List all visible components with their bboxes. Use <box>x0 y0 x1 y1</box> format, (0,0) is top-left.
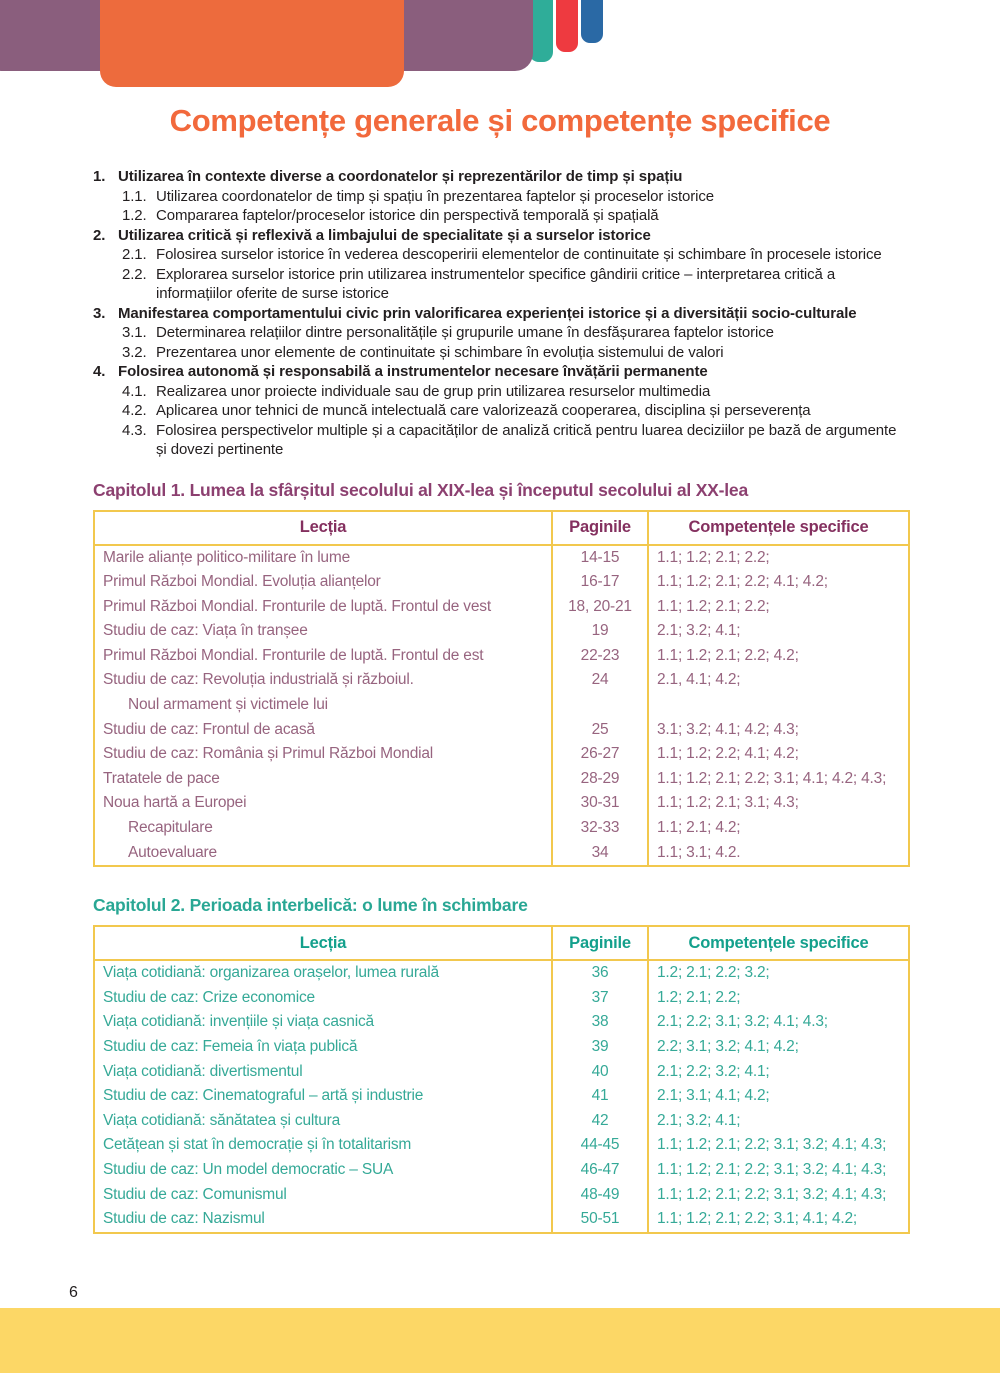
competency-subitem <box>122 245 910 265</box>
column-header: Competențele specifice <box>648 511 909 545</box>
lesson-pages: 40 <box>552 1060 648 1085</box>
table-row <box>94 767 909 792</box>
table-body <box>94 960 909 1233</box>
lesson-competencies: 1.1; 1.2; 2.1; 2.2; 4.1; 4.2; <box>648 570 909 595</box>
lesson-cell <box>94 1060 552 1085</box>
lesson-pages: 30-31 <box>552 791 648 816</box>
deco-card-orange-icon <box>100 0 404 87</box>
competency-subitem <box>122 421 910 460</box>
lessons-table <box>93 510 910 868</box>
table-row <box>94 1109 909 1134</box>
lesson-cell <box>94 718 552 743</box>
table-row <box>94 816 909 841</box>
lesson-competencies: 1.1; 3.1; 4.2. <box>648 841 909 867</box>
lesson-cell <box>94 644 552 669</box>
lesson-pages: 36 <box>552 960 648 986</box>
competency-subnumber: 1.1. <box>122 187 147 205</box>
table-row <box>94 1084 909 1109</box>
competency-item <box>93 304 910 324</box>
table-row <box>94 570 909 595</box>
lesson-competencies: 1.1; 2.1; 4.2; <box>648 816 909 841</box>
lesson-title: Primul Război Mondial. Evoluția alianțelor <box>103 573 381 591</box>
competency-item <box>93 167 910 187</box>
lesson-title: Studiu de caz: Frontul de acasă <box>103 720 315 738</box>
lesson-title: Primul Război Mondial. Fronturile de luptă. Frontul de est <box>103 646 484 664</box>
lesson-cell <box>94 1183 552 1208</box>
lesson-pages: 18, 20-21 <box>552 595 648 620</box>
competency-text: Manifestarea comportamentului civic prin valorificarea experienței istorice și a diversității socio-culturale <box>118 304 857 322</box>
competency-subtext: Aplicarea unor tehnici de muncă intelectuală care valorizează cooperarea, disciplina și perseverența <box>156 402 811 419</box>
lesson-pages: 16-17 <box>552 570 648 595</box>
lesson-title: Viața cotidiană: organizarea orașelor, lumea rurală <box>103 964 439 982</box>
competency-subitem <box>122 401 910 421</box>
competency-subnumber: 3.2. <box>122 343 147 361</box>
lesson-cell <box>94 791 552 816</box>
competency-subnumber: 4.2. <box>122 402 147 419</box>
competency-subitem <box>122 343 910 363</box>
table-row <box>94 1035 909 1060</box>
header-decoration <box>0 0 1000 100</box>
competency-subtext: Prezentarea unor elemente de continuitate și schimbare în evoluția sistemului de valori <box>156 343 724 361</box>
table-row <box>94 545 909 571</box>
lesson-competencies: 2.1; 2.2; 3.1; 3.2; 4.1; 4.3; <box>648 1010 909 1035</box>
lesson-competencies: 2.1, 4.1; 4.2; <box>648 668 909 717</box>
lesson-cell <box>94 1133 552 1158</box>
competency-subtext: Compararea faptelor/proceselor istorice din perspectivă temporală și spațială <box>156 207 659 224</box>
table-row <box>94 841 909 867</box>
competency-subtext: Realizarea unor proiecte individuale sau de grup prin utilizarea resurselor multimedia <box>156 382 711 400</box>
lesson-title: Viața cotidiană: divertismentul <box>103 1062 303 1080</box>
lesson-pages: 50-51 <box>552 1207 648 1233</box>
lesson-competencies: 1.1; 1.2; 2.1; 2.2; 3.1; 3.2; 4.1; 4.3; <box>648 1158 909 1183</box>
lesson-cell <box>94 816 552 841</box>
lesson-title: Studiu de caz: Revoluția industrială și războiul. <box>103 671 414 689</box>
lesson-pages: 37 <box>552 986 648 1011</box>
column-header: Lecția <box>94 926 552 960</box>
lesson-cell <box>94 986 552 1011</box>
lesson-pages: 38 <box>552 1010 648 1035</box>
footer-bar <box>0 1308 1000 1373</box>
lessons-table <box>93 925 910 1234</box>
lesson-pages: 41 <box>552 1084 648 1109</box>
lesson-competencies: 1.1; 1.2; 2.1; 2.2; <box>648 595 909 620</box>
lesson-competencies: 1.1; 1.2; 2.2; 4.1; 4.2; <box>648 742 909 767</box>
table-row <box>94 1207 909 1233</box>
lesson-title: Marile alianțe politico-militare în lume <box>103 548 350 566</box>
competency-number: 4. <box>93 363 106 380</box>
lesson-pages: 48-49 <box>552 1183 648 1208</box>
lesson-pages: 14-15 <box>552 545 648 571</box>
lesson-cell <box>94 1035 552 1060</box>
chapter-section <box>93 894 910 1234</box>
competency-subitem <box>122 206 910 226</box>
lesson-cell <box>94 767 552 792</box>
competency-subtext: Folosirea perspectivelor multiple și a capacităților de analiză critică pentru luarea deciziilor pe bază de argumente și dovezi pertinente <box>156 421 897 458</box>
table-row <box>94 960 909 986</box>
lesson-cell <box>94 570 552 595</box>
competency-text: Utilizarea critică și reflexivă a limbajului de specialitate și a surselor istorice <box>118 226 651 244</box>
lesson-cell <box>94 1207 552 1233</box>
lesson-cell <box>94 619 552 644</box>
lesson-title: Studiu de caz: Comunismul <box>103 1185 287 1203</box>
lesson-cell <box>94 545 552 571</box>
table-body <box>94 545 909 867</box>
competency-subtext: Explorarea surselor istorice prin utilizarea instrumentelor specifice gândirii critice – interpretarea critică a informațiilor oferite de surse istorice <box>156 265 836 302</box>
lesson-title: Studiu de caz: Femeia în viața publică <box>103 1038 358 1055</box>
competency-number: 3. <box>93 304 106 322</box>
lesson-title: Studiu de caz: Un model democratic – SUA <box>103 1160 394 1178</box>
lesson-competencies: 1.1; 1.2; 2.1; 2.2; 4.2; <box>648 644 909 669</box>
chapter-heading: Capitolul 2. Perioada interbelică: o lume în schimbare <box>93 895 528 916</box>
competency-subtext: Utilizarea coordonatelor de timp și spațiu în prezentarea faptelor și proceselor istorice <box>156 187 715 205</box>
lesson-pages: 34 <box>552 841 648 867</box>
competency-subnumber: 3.1. <box>122 324 147 341</box>
table-row <box>94 595 909 620</box>
competency-item <box>93 226 910 246</box>
lesson-title-continued: Noul armament și victimele lui <box>128 696 328 714</box>
lesson-pages: 25 <box>552 718 648 743</box>
lesson-cell <box>94 1084 552 1109</box>
lesson-cell <box>94 595 552 620</box>
lesson-title: Autoevaluare <box>128 843 217 861</box>
lesson-title: Studiu de caz: Crize economice <box>103 988 315 1006</box>
deco-card-red-icon <box>556 0 578 52</box>
lesson-cell <box>94 841 552 867</box>
lesson-title: Tratatele de pace <box>103 769 220 787</box>
lesson-competencies: 1.1; 1.2; 2.1; 2.2; 3.1; 4.1; 4.2; <box>648 1207 909 1233</box>
page-number: 6 <box>69 1284 78 1301</box>
lesson-pages: 24 <box>552 668 648 717</box>
lesson-competencies: 2.1; 3.1; 4.1; 4.2; <box>648 1084 909 1109</box>
lesson-cell <box>94 960 552 986</box>
lesson-title: Cetățean și stat în democrație și în totalitarism <box>103 1136 412 1154</box>
lesson-competencies: 2.1; 3.2; 4.1; <box>648 1109 909 1134</box>
column-header: Paginile <box>552 926 648 960</box>
table-head <box>94 926 909 960</box>
lesson-competencies: 1.1; 1.2; 2.1; 2.2; 3.1; 3.2; 4.1; 4.3; <box>648 1133 909 1158</box>
table-row <box>94 1010 909 1035</box>
lesson-title: Viața cotidiană: invențiile și viața casnică <box>103 1013 374 1031</box>
lesson-title: Noua hartă a Europei <box>103 794 247 812</box>
page-content <box>0 167 1000 1234</box>
competency-list <box>93 167 910 460</box>
competency-number: 1. <box>93 168 106 185</box>
lesson-title: Studiu de caz: România și Primul Război Mondial <box>103 745 434 763</box>
competency-text: Folosirea autonomă și responsabilă a instrumentelor necesare învățării permanente <box>118 363 708 380</box>
lesson-pages: 26-27 <box>552 742 648 767</box>
header-row <box>94 926 909 960</box>
lesson-cell <box>94 668 552 717</box>
table-row <box>94 619 909 644</box>
lesson-cell <box>94 1010 552 1035</box>
competency-item <box>93 362 910 382</box>
table-row <box>94 1133 909 1158</box>
lesson-pages: 22-23 <box>552 644 648 669</box>
column-header: Competențele specifice <box>648 926 909 960</box>
table-head <box>94 511 909 545</box>
competency-subitem <box>122 265 910 304</box>
lesson-competencies: 1.1; 1.2; 2.1; 2.2; 3.1; 4.1; 4.2; 4.3; <box>648 767 909 792</box>
lesson-competencies: 3.1; 3.2; 4.1; 4.2; 4.3; <box>648 718 909 743</box>
lesson-competencies: 1.1; 1.2; 2.1; 2.2; <box>648 545 909 571</box>
table-row <box>94 1183 909 1208</box>
lesson-title: Studiu de caz: Nazismul <box>103 1210 265 1228</box>
lesson-pages: 32-33 <box>552 816 648 841</box>
lesson-competencies: 2.1; 2.2; 3.2; 4.1; <box>648 1060 909 1085</box>
lesson-competencies: 2.1; 3.2; 4.1; <box>648 619 909 644</box>
competency-subitem <box>122 187 910 207</box>
header-row <box>94 511 909 545</box>
lesson-pages: 19 <box>552 619 648 644</box>
lesson-title: Viața cotidiană: sănătatea și cultura <box>103 1111 341 1129</box>
competency-subnumber: 1.2. <box>122 207 147 224</box>
lesson-title: Primul Război Mondial. Fronturile de luptă. Frontul de vest <box>103 597 491 615</box>
lesson-competencies: 2.2; 3.1; 3.2; 4.1; 4.2; <box>648 1035 909 1060</box>
chapter-heading: Capitolul 1. Lumea la sfârșitul secolului al XIX-lea și începutul secolului al XX-lea <box>93 479 748 500</box>
lesson-pages: 42 <box>552 1109 648 1134</box>
lesson-competencies: 1.2; 2.1; 2.2; <box>648 986 909 1011</box>
table-row <box>94 718 909 743</box>
table-row <box>94 1158 909 1183</box>
competency-subnumber: 2.2. <box>122 265 147 283</box>
lesson-cell <box>94 1109 552 1134</box>
lesson-pages: 39 <box>552 1035 648 1060</box>
table-row <box>94 742 909 767</box>
competency-subnumber: 2.1. <box>122 246 147 263</box>
lesson-cell <box>94 742 552 767</box>
competency-subnumber: 4.3. <box>122 421 147 439</box>
competency-subitem <box>122 323 910 343</box>
table-row <box>94 1060 909 1085</box>
lesson-competencies: 1.1; 1.2; 2.1; 2.2; 3.1; 3.2; 4.1; 4.3; <box>648 1183 909 1208</box>
chapter-section <box>93 479 910 868</box>
table-row <box>94 668 909 717</box>
deco-card-blue-icon <box>581 0 603 43</box>
page-title: Competențe generale și competențe specifice <box>169 103 831 138</box>
competency-subtext: Folosirea surselor istorice în vederea descoperirii elementelor de continuitate și schimbare în procesele istorice <box>156 246 882 263</box>
competency-subnumber: 4.1. <box>122 382 147 400</box>
lesson-cell <box>94 1158 552 1183</box>
column-header: Paginile <box>552 511 648 545</box>
lesson-pages: 28-29 <box>552 767 648 792</box>
lesson-pages: 44-45 <box>552 1133 648 1158</box>
lesson-competencies: 1.2; 2.1; 2.2; 3.2; <box>648 960 909 986</box>
lesson-title: Studiu de caz: Viața în tranșee <box>103 622 308 640</box>
lesson-title: Recapitulare <box>128 819 213 837</box>
competency-number: 2. <box>93 226 106 244</box>
lesson-pages: 46-47 <box>552 1158 648 1183</box>
table-row <box>94 986 909 1011</box>
column-header: Lecția <box>94 511 552 545</box>
competency-text: Utilizarea în contexte diverse a coordonatelor și reprezentărilor de timp și spațiu <box>118 168 683 185</box>
competency-subitem <box>122 382 910 402</box>
lesson-competencies: 1.1; 1.2; 2.1; 3.1; 4.3; <box>648 791 909 816</box>
lesson-title: Studiu de caz: Cinematograful – artă și industrie <box>103 1087 424 1105</box>
competency-subtext: Determinarea relațiilor dintre personalitățile și grupurile umane în desfășurarea faptelor istorice <box>156 324 774 341</box>
table-row <box>94 791 909 816</box>
table-row <box>94 644 909 669</box>
